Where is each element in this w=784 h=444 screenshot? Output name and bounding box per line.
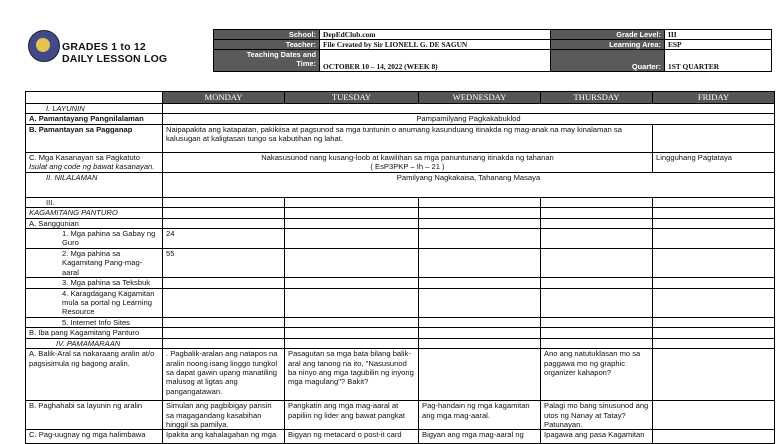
quarter-label: Quarter: xyxy=(551,50,665,72)
balik-aral-tuesday: Pasagutan sa mga bata bilang balik-aral ang tanong na ito, "Nasusunod ba ninyo ang mga tagubilin ng inyong mga magulang"? Bakit? xyxy=(285,349,419,401)
cell xyxy=(419,218,541,228)
pag-uugnay-friday xyxy=(653,430,775,444)
dates-label-line2: Time: xyxy=(296,59,316,68)
pag-uugnay-label: C. Pag-uugnay ng mga halimbawa xyxy=(26,430,163,444)
dates-label-line1: Teaching Dates and xyxy=(246,50,316,59)
gabay-monday: 24 xyxy=(163,229,285,249)
cell xyxy=(419,278,541,288)
balik-aral-thursday: Ano ang natutuklasan mo sa paggawa mo ng graphic organizer kahapon? xyxy=(541,349,653,401)
cell xyxy=(541,249,653,278)
gabay-label: 1. Mga pahina sa Gabay ng Guro xyxy=(26,229,163,249)
cell xyxy=(163,338,285,348)
section-iii-label: III. xyxy=(26,197,163,207)
cell xyxy=(419,197,541,207)
corner-cell xyxy=(26,92,163,104)
paghahabi-thursday: Palagi mo bang sinusunod ang utos ng Nanay at Tatay? Patunayan. xyxy=(541,401,653,430)
layunin-blank xyxy=(163,104,775,114)
area-value: ESP xyxy=(665,40,772,50)
cell xyxy=(419,249,541,278)
kagamitang-pang-monday: 55 xyxy=(163,249,285,278)
cell xyxy=(653,278,775,288)
teacher-value: File Created by Sir LIONELL G. DE SAGUN xyxy=(320,40,551,50)
cell xyxy=(163,317,285,327)
cell xyxy=(285,208,419,218)
cell xyxy=(653,229,775,249)
pag-uugnay-thursday: Ipagawa ang pasa Kagamitan xyxy=(541,430,653,444)
area-label: Learning Area: xyxy=(551,40,665,50)
dates-value: OCTOBER 10 – 14, 2022 (WEEK 8) xyxy=(320,50,551,72)
cell xyxy=(653,317,775,327)
day-wednesday: WEDNESDAY xyxy=(419,92,541,104)
header-info-table xyxy=(213,29,772,72)
cell xyxy=(419,208,541,218)
pag-uugnay-wednesday: Bigyan ang mga mag-aaral ng xyxy=(419,430,541,444)
balik-aral-wednesday xyxy=(419,349,541,401)
balik-aral-monday: . Pagbalik-aralan ang natapos na aralin noong isang linggo tungkol sa dapat gawin upang manatiling malusog at ligtas ang pangangatawan. xyxy=(163,349,285,401)
cell xyxy=(653,249,775,278)
cell xyxy=(285,338,419,348)
pagganap-value: Naipapakita ang katapatan, pakikiisa at pagsunod sa mga tuntunin o anumang kasunduang itinakda ng mag-anak na may kinalaman sa kalusugan at kaligtasan tungo sa kabutihan ng lahat. xyxy=(163,124,653,152)
kagamitan-label: KAGAMITANG PANTURO xyxy=(26,208,163,218)
school-label: School: xyxy=(214,30,320,40)
cell xyxy=(653,338,775,348)
pamamaraan-label: IV. PAMAMARAAN xyxy=(26,338,163,348)
cell xyxy=(541,229,653,249)
cell xyxy=(653,197,775,207)
cell xyxy=(163,197,285,207)
kasanayan-title: C. Mga Kasanayan sa Pagkatuto xyxy=(29,152,141,162)
iba-pang-label: B. Iba pang Kagamitang Panturo xyxy=(26,328,163,338)
balik-aral-label: A. Balik-Aral sa nakaraang aralin at/o pagsisimula ng bagong aralin. xyxy=(26,349,163,401)
teksbuk-label: 3. Mga pahina sa Teksbuk xyxy=(26,278,163,288)
cell xyxy=(285,229,419,249)
cell xyxy=(285,218,419,228)
pagganap-friday xyxy=(653,124,775,152)
cell xyxy=(541,208,653,218)
pamantayang-label: A. Pamantayang Pangnilalaman xyxy=(26,114,163,124)
nilalaman-label: II. NILALAMAN xyxy=(26,172,163,197)
title-line-2: DAILY LESSON LOG xyxy=(62,53,168,65)
cell xyxy=(419,338,541,348)
nilalaman-value: Pamilyang Nagkakaisa, Tahanang Masaya xyxy=(163,172,775,197)
cell xyxy=(653,288,775,317)
layunin-heading: I. LAYUNIN xyxy=(26,104,163,114)
kasanayan-value xyxy=(163,152,653,172)
cell xyxy=(285,328,419,338)
cell xyxy=(285,288,419,317)
pamantayang-value: Pampamilyang Pagkakabuklod xyxy=(163,114,775,124)
paghahabi-tuesday: Pangkatin ang mga mag-aaral at papiliin ng lider ang bawat pangkat xyxy=(285,401,419,430)
balik-aral-friday xyxy=(653,349,775,401)
cell xyxy=(285,197,419,207)
deped-seal xyxy=(28,30,60,62)
internet-label: 5. Internet Info Sites xyxy=(26,317,163,327)
paghahabi-label: B. Paghahabi sa layunin ng aralin xyxy=(26,401,163,430)
cell xyxy=(541,288,653,317)
pag-uugnay-tuesday: Bigyan ng metacard o post-it card xyxy=(285,430,419,444)
cell xyxy=(285,249,419,278)
cell xyxy=(163,328,285,338)
paghahabi-monday: Simulan ang pagbibigay pansin sa magagandang kasabihan hinggil sa pamilya. xyxy=(163,401,285,430)
cell xyxy=(163,278,285,288)
pag-uugnay-monday: Ipakita ang kahalagahan ng mga xyxy=(163,430,285,444)
cell xyxy=(163,288,285,317)
day-friday: FRIDAY xyxy=(653,92,775,104)
cell xyxy=(653,328,775,338)
cell xyxy=(419,229,541,249)
quarter-value: 1ST QUARTER xyxy=(665,50,772,72)
day-tuesday: TUESDAY xyxy=(285,92,419,104)
cell xyxy=(541,197,653,207)
cell xyxy=(541,218,653,228)
pagganap-label: B. Pamantayan sa Pagganap xyxy=(26,124,163,152)
dates-label xyxy=(214,50,320,72)
kasanayan-line1: Nakasusunod nang kusang-loob at kawilihan sa mga panuntunang itinakda ng tahanan xyxy=(261,152,554,162)
lesson-log-table xyxy=(25,91,775,444)
day-thursday: THURSDAY xyxy=(541,92,653,104)
grade-value: III xyxy=(665,30,772,40)
paghahabi-wednesday: Pag-handain ng mga kagamitan ang mga mag-aaral. xyxy=(419,401,541,430)
form-title xyxy=(62,41,167,65)
cell xyxy=(541,278,653,288)
cell xyxy=(163,208,285,218)
cell xyxy=(285,317,419,327)
day-monday: MONDAY xyxy=(163,92,285,104)
school-value: DepEdClub.com xyxy=(320,30,551,40)
title-line-1: GRADES 1 to 12 xyxy=(62,41,146,53)
cell xyxy=(163,218,285,228)
kagamitang-pang-label: 2. Mga pahina sa Kagamitang Pang-mag-aaral xyxy=(26,249,163,278)
cell xyxy=(653,208,775,218)
karagdagang-label: 4. Karagdagang Kagamitan mula sa portal ng Learning Resource xyxy=(26,288,163,317)
teacher-label: Teacher: xyxy=(214,40,320,50)
cell xyxy=(419,288,541,317)
cell xyxy=(285,278,419,288)
cell xyxy=(419,317,541,327)
kasanayan-label xyxy=(26,152,163,172)
cell xyxy=(541,328,653,338)
cell xyxy=(653,218,775,228)
kasanayan-friday: Lingguhang Pagtataya xyxy=(653,152,775,172)
cell xyxy=(541,338,653,348)
paghahabi-friday xyxy=(653,401,775,430)
kasanayan-code: ( EsP3PKP – Ih – 21 ) xyxy=(370,162,445,172)
cell xyxy=(419,328,541,338)
grade-label: Grade Level: xyxy=(551,30,665,40)
sanggunian-label: A. Sanggunian xyxy=(26,218,163,228)
cell xyxy=(541,317,653,327)
kasanayan-sub: Isulat ang code ng bawat kasanayan. xyxy=(29,162,155,172)
